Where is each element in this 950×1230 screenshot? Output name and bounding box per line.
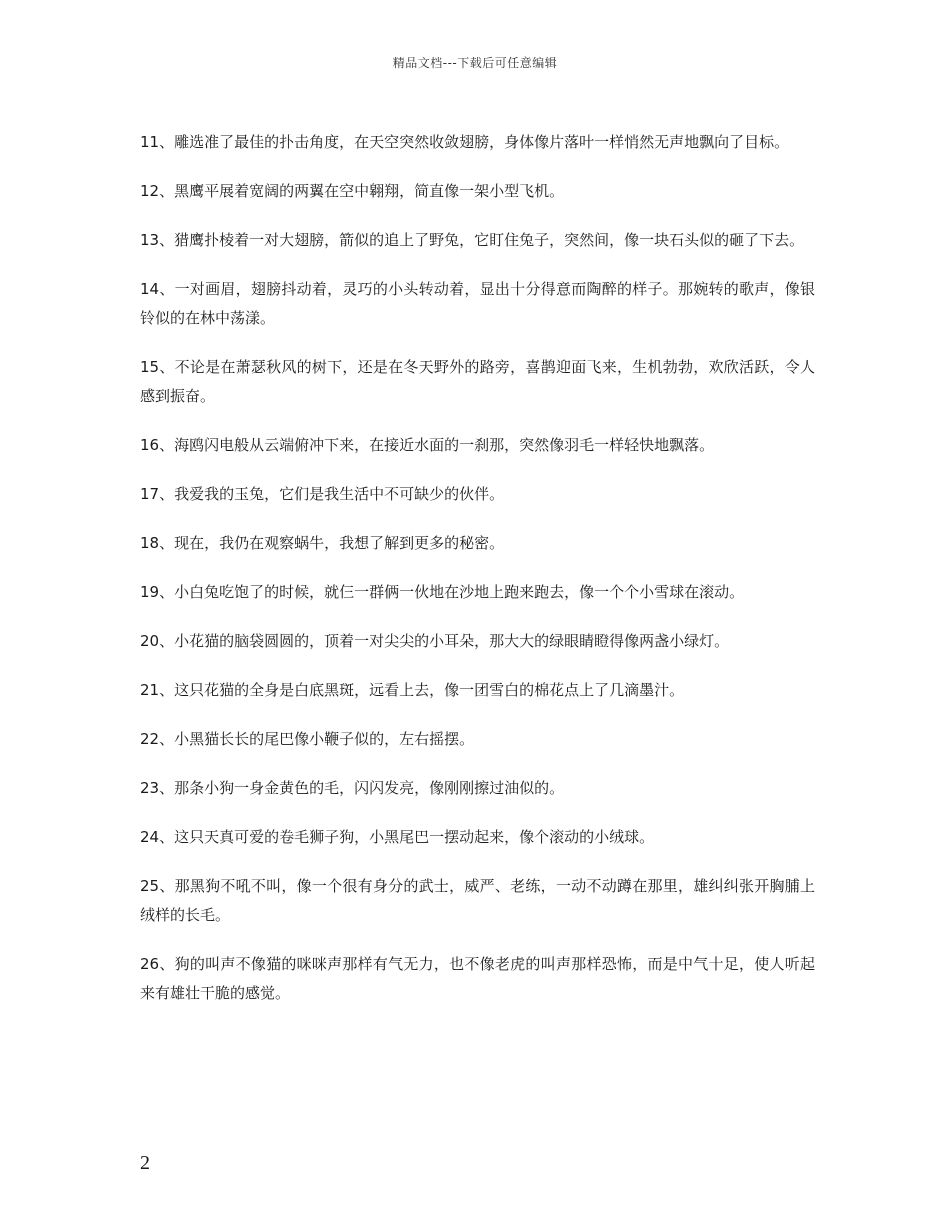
- paragraph-25: 25、那黑狗不吼不叫，像一个很有身分的武士，威严、老练，一动不动蹲在那里，雄纠纠张开胸脯上绒样的长毛。: [140, 877, 815, 924]
- paragraph-16: 16、海鸥闪电般从云端俯冲下来，在接近水面的一刹那，突然像羽毛一样轻快地飘落。: [140, 436, 715, 454]
- paragraph-26: 26、狗的叫声不像猫的咪咪声那样有气无力，也不像老虎的叫声那样恐怖，而是中气十足，使人听起来有雄壮干脆的感觉。: [140, 955, 815, 1002]
- paragraph-22: 22、小黑猫长长的尾巴像小鞭子似的，左右摇摆。: [140, 730, 475, 748]
- paragraph-21: 21、这只花猫的全身是白底黑斑，远看上去，像一团雪白的棉花点上了几滴墨汁。: [140, 681, 685, 699]
- document-body: [140, 128, 815, 1028]
- paragraph-11: 11、雕选准了最佳的扑击角度，在天空突然收敛翅膀，身体像片落叶一样悄然无声地飘向了目标。: [140, 133, 790, 151]
- paragraph-20: 20、小花猫的脑袋圆圆的，顶着一对尖尖的小耳朵，那大大的绿眼睛瞪得像两盏小绿灯。: [140, 632, 730, 650]
- paragraph-23: 23、那条小狗一身金黄色的毛，闪闪发亮，像刚刚擦过油似的。: [140, 779, 565, 797]
- paragraph-14: 14、一对画眉，翅膀抖动着，灵巧的小头转动着，显出十分得意而陶醉的样子。那婉转的歌声，像银铃似的在林中荡漾。: [140, 280, 815, 327]
- paragraph-18: 18、现在，我仍在观察蜗牛，我想了解到更多的秘密。: [140, 534, 505, 552]
- paragraph-17: 17、我爱我的玉兔，它们是我生活中不可缺少的伙伴。: [140, 485, 505, 503]
- paragraph-24: 24、这只天真可爱的卷毛狮子狗，小黑尾巴一摆动起来，像个滚动的小绒球。: [140, 828, 655, 846]
- paragraph-15: 15、不论是在萧瑟秋风的树下，还是在冬天野外的路旁，喜鹊迎面飞来，生机勃勃，欢欣活跃，令人感到振奋。: [140, 358, 815, 405]
- page-header: 精品文档---下载后可任意编辑: [392, 56, 558, 70]
- page-number: 2: [140, 1152, 150, 1174]
- paragraph-19: 19、小白兔吃饱了的时候，就仨一群俩一伙地在沙地上跑来跑去，像一个个小雪球在滚动。: [140, 583, 745, 601]
- paragraph-13: 13、猎鹰扑棱着一对大翅膀，箭似的追上了野兔，它盯住兔子，突然间，像一块石头似的砸了下去。: [140, 231, 805, 249]
- paragraph-12: 12、黑鹰平展着宽阔的两翼在空中翱翔，简直像一架小型飞机。: [140, 182, 565, 200]
